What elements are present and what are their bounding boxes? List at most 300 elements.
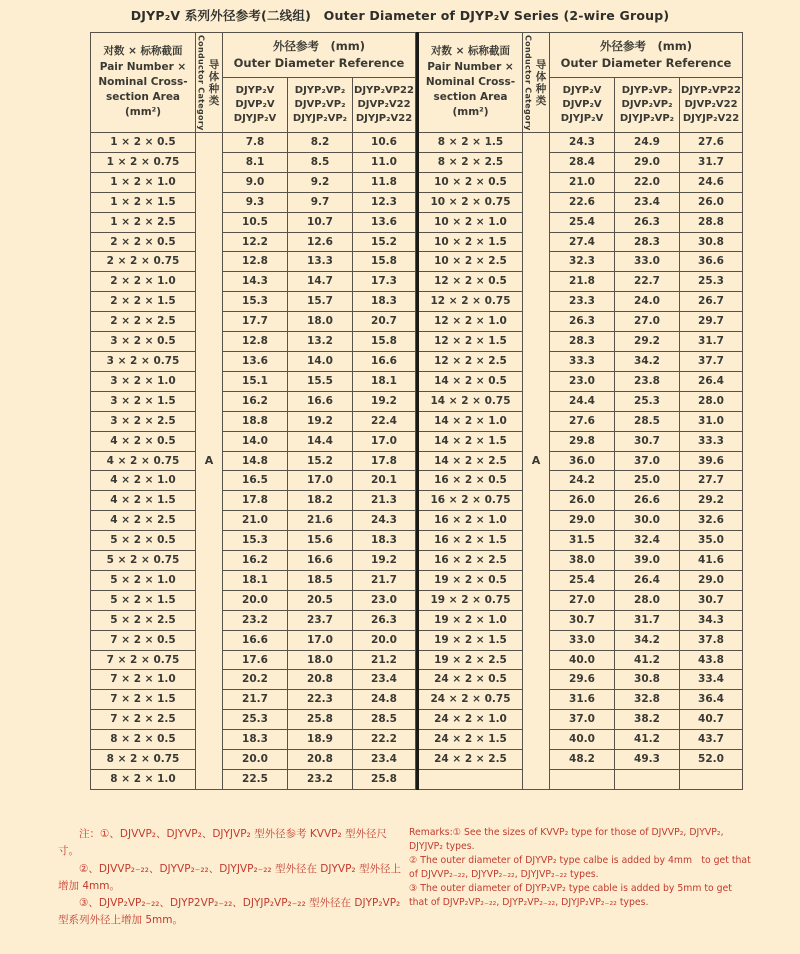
- table-row: [91, 471, 416, 491]
- diameter-value-cell: 17.0: [353, 431, 416, 451]
- pair-size-cell: 8 × 2 × 0.75: [91, 750, 196, 770]
- pair-size-cell: 8 × 2 × 1.5: [418, 133, 523, 153]
- table-row: [91, 152, 416, 172]
- diameter-value-cell: 23.8: [615, 371, 680, 391]
- text-line: section Area: [105, 91, 181, 104]
- pair-number-header: [91, 33, 196, 133]
- text-line: DJYP₂V: [235, 85, 275, 96]
- diameter-value-cell: 25.8: [353, 770, 416, 790]
- diameter-value-cell: 29.2: [680, 491, 743, 511]
- text-line: Pair Number ×: [99, 60, 187, 73]
- conductor-category-label-zh: 导体种类: [207, 58, 220, 107]
- pair-size-cell: 2 × 2 × 0.75: [91, 252, 196, 272]
- diameter-value-cell: 18.2: [288, 491, 353, 511]
- diameter-value-cell: 15.6: [288, 531, 353, 551]
- text-line: DJYP₂VP₂: [621, 85, 673, 96]
- table-row: [91, 710, 416, 730]
- table-row: [418, 570, 743, 590]
- conductor-category-value: A: [523, 133, 550, 790]
- pair-size-cell: 4 × 2 × 2.5: [91, 511, 196, 531]
- text-line: DJVP₂V22: [684, 99, 738, 110]
- text-line: DJVP₂VP₂: [621, 99, 673, 110]
- conductor-category-header-content: [197, 35, 221, 131]
- diameter-value-cell: 37.8: [680, 630, 743, 650]
- diameter-value-cell: 18.9: [288, 730, 353, 750]
- pair-size-cell: 14 × 2 × 1.0: [418, 411, 523, 431]
- pair-size-cell: 24 × 2 × 1.5: [418, 730, 523, 750]
- outer-diameter-table-right: [416, 32, 743, 790]
- pair-size-cell: 16 × 2 × 1.5: [418, 531, 523, 551]
- diameter-value-cell: 17.8: [223, 491, 288, 511]
- pair-size-cell: 14 × 2 × 0.75: [418, 391, 523, 411]
- pair-size-cell: 4 × 2 × 1.5: [91, 491, 196, 511]
- pair-size-cell: 12 × 2 × 0.75: [418, 292, 523, 312]
- type-column-header-1: [223, 78, 288, 133]
- diameter-value-cell: 26.0: [550, 491, 615, 511]
- pair-size-cell: 12 × 2 × 2.5: [418, 351, 523, 371]
- diameter-value-cell: 22.6: [550, 192, 615, 212]
- diameter-value-cell: 19.2: [288, 411, 353, 431]
- diameter-value-cell: 49.3: [615, 750, 680, 770]
- diameter-value-cell: 39.6: [680, 451, 743, 471]
- diameter-value-cell: 35.0: [680, 531, 743, 551]
- diameter-value-cell: 12.8: [223, 252, 288, 272]
- text-line: DJVP₂V: [562, 99, 602, 110]
- diameter-value-cell: 22.5: [223, 770, 288, 790]
- table-row: [91, 351, 416, 371]
- diameter-value-cell: 29.0: [550, 511, 615, 531]
- conductor-category-label-en: Conductor Category: [196, 34, 206, 131]
- table-row: [91, 232, 416, 252]
- diameter-value-cell: 10.5: [223, 212, 288, 232]
- diameter-value-cell: 18.5: [288, 570, 353, 590]
- diameter-value-cell: 17.8: [353, 451, 416, 471]
- table-row: [418, 192, 743, 212]
- diameter-value-cell: 9.3: [223, 192, 288, 212]
- table-row: [91, 192, 416, 212]
- table-row: [418, 411, 743, 431]
- table-row: [418, 391, 743, 411]
- diameter-value-cell: 20.7: [353, 312, 416, 332]
- diameter-value-cell: 22.7: [615, 272, 680, 292]
- pair-size-cell: 7 × 2 × 0.5: [91, 630, 196, 650]
- diameter-value-cell: 40.0: [550, 650, 615, 670]
- table-row: [91, 531, 416, 551]
- diameter-value-cell: 33.3: [680, 431, 743, 451]
- text-line: DJYJP₂V: [233, 113, 277, 124]
- table-row: [418, 371, 743, 391]
- diameter-value-cell: 43.7: [680, 730, 743, 750]
- diameter-value-cell: 9.0: [223, 172, 288, 192]
- pair-size-cell: 19 × 2 × 1.5: [418, 630, 523, 650]
- diameter-value-cell: 24.2: [550, 471, 615, 491]
- text-line: DJVP₂V22: [357, 99, 411, 110]
- diameter-value-cell: 8.5: [288, 152, 353, 172]
- text-line: DJVP₂VP₂: [294, 99, 346, 110]
- table-row: [418, 292, 743, 312]
- diameter-value-cell: 20.0: [223, 750, 288, 770]
- diameter-value-cell: 18.3: [353, 531, 416, 551]
- diameter-value-cell: 29.8: [550, 431, 615, 451]
- diameter-value-cell: 16.6: [288, 551, 353, 571]
- diameter-value-cell: 31.7: [680, 152, 743, 172]
- diameter-value-cell: 41.6: [680, 551, 743, 571]
- diameter-value-cell: 17.0: [288, 471, 353, 491]
- type-column-header-2: [615, 78, 680, 133]
- text-line: Outer Diameter Reference: [560, 56, 732, 70]
- pair-size-cell: 7 × 2 × 1.5: [91, 690, 196, 710]
- diameter-value-cell: 14.8: [223, 451, 288, 471]
- diameter-value-cell: 43.8: [680, 650, 743, 670]
- diameter-value-cell: 16.6: [223, 630, 288, 650]
- diameter-value-cell: 29.6: [550, 670, 615, 690]
- text-line: Nominal Cross-: [425, 75, 516, 88]
- diameter-value-cell: 27.6: [550, 411, 615, 431]
- table-row: [418, 451, 743, 471]
- diameter-value-cell: 17.0: [288, 630, 353, 650]
- table-row: [91, 391, 416, 411]
- diameter-value-cell: 18.3: [353, 292, 416, 312]
- pair-size-cell: 5 × 2 × 1.5: [91, 590, 196, 610]
- diameter-value-cell: 28.3: [615, 232, 680, 252]
- pair-size-cell: 4 × 2 × 0.5: [91, 431, 196, 451]
- pair-size-cell: 5 × 2 × 1.0: [91, 570, 196, 590]
- table-row: [418, 172, 743, 192]
- diameter-value-cell: 18.0: [288, 312, 353, 332]
- diameter-value-cell: 13.6: [223, 351, 288, 371]
- diameter-value-cell: 14.0: [223, 431, 288, 451]
- table-row: [91, 491, 416, 511]
- conductor-category-value: A: [196, 133, 223, 790]
- diameter-value-cell: 12.3: [353, 192, 416, 212]
- diameter-value-cell: 29.2: [615, 332, 680, 352]
- conductor-category-header: [523, 33, 550, 133]
- diameter-value-cell: 30.7: [615, 431, 680, 451]
- diameter-value-cell: 23.4: [353, 670, 416, 690]
- pair-size-cell: 2 × 2 × 1.5: [91, 292, 196, 312]
- conductor-category-label-en: Conductor Category: [523, 34, 533, 131]
- diameter-value-cell: 31.5: [550, 531, 615, 551]
- type-column-header-3: [680, 78, 743, 133]
- diameter-value-cell: 18.0: [288, 650, 353, 670]
- diameter-value-cell: 22.0: [615, 172, 680, 192]
- diameter-value-cell: 11.0: [353, 152, 416, 172]
- pair-size-cell: 1 × 2 × 1.0: [91, 172, 196, 192]
- text-line: DJYP₂V: [562, 85, 602, 96]
- footnotes: [58, 826, 800, 930]
- diameter-value-cell: 21.0: [550, 172, 615, 192]
- diameter-value-cell: 12.6: [288, 232, 353, 252]
- pair-size-cell: 1 × 2 × 1.5: [91, 192, 196, 212]
- diameter-value-cell: 33.0: [615, 252, 680, 272]
- diameter-value-cell: 32.3: [550, 252, 615, 272]
- text-line: DJYJP₂V22: [355, 113, 413, 124]
- pair-size-cell: 19 × 2 × 2.5: [418, 650, 523, 670]
- outer-diameter-reference-header: [550, 33, 743, 78]
- table-row: [91, 750, 416, 770]
- diameter-value-cell: 28.0: [680, 391, 743, 411]
- pair-size-cell: 16 × 2 × 2.5: [418, 551, 523, 571]
- pair-size-cell: 3 × 2 × 0.5: [91, 332, 196, 352]
- diameter-value-cell: 33.4: [680, 670, 743, 690]
- table-row: [418, 590, 743, 610]
- diameter-value-cell: 14.4: [288, 431, 353, 451]
- pair-size-cell: 1 × 2 × 2.5: [91, 212, 196, 232]
- diameter-value-cell: 21.2: [353, 650, 416, 670]
- diameter-value-cell: 18.8: [223, 411, 288, 431]
- diameter-value-cell: 23.3: [550, 292, 615, 312]
- diameter-value-cell: 20.0: [353, 630, 416, 650]
- diameter-value-cell: 34.2: [615, 351, 680, 371]
- pair-size-cell: 14 × 2 × 2.5: [418, 451, 523, 471]
- diameter-value-cell: 33.0: [550, 630, 615, 650]
- diameter-value-cell: 28.3: [550, 332, 615, 352]
- diameter-value-cell: 26.3: [550, 312, 615, 332]
- pair-size-cell: 16 × 2 × 1.0: [418, 511, 523, 531]
- pair-size-cell: 24 × 2 × 1.0: [418, 710, 523, 730]
- text-line: DJYJP₂V22: [682, 113, 740, 124]
- diameter-value-cell: 26.4: [680, 371, 743, 391]
- table-row: [91, 431, 416, 451]
- diameter-value-cell: 23.4: [615, 192, 680, 212]
- diameter-value-cell: 27.0: [550, 590, 615, 610]
- diameter-value-cell: 23.2: [223, 610, 288, 630]
- diameter-value-cell: 18.1: [353, 371, 416, 391]
- table-row: [418, 670, 743, 690]
- diameter-value-cell: 18.3: [223, 730, 288, 750]
- pair-size-cell: 5 × 2 × 0.75: [91, 551, 196, 571]
- pair-size-cell: 4 × 2 × 0.75: [91, 451, 196, 471]
- text-line: section Area: [433, 91, 508, 104]
- diameter-value-cell: 27.6: [680, 133, 743, 153]
- table-row: [418, 710, 743, 730]
- diameter-value-cell: 31.7: [680, 332, 743, 352]
- diameter-value-cell: 52.0: [680, 750, 743, 770]
- diameter-value-cell: 26.6: [615, 491, 680, 511]
- diameter-value-cell: 21.6: [288, 511, 353, 531]
- pair-size-cell: 7 × 2 × 2.5: [91, 710, 196, 730]
- diameter-value-cell: 17.3: [353, 272, 416, 292]
- diameter-value-cell: 26.0: [680, 192, 743, 212]
- table-row: [418, 730, 743, 750]
- table-row: [418, 491, 743, 511]
- diameter-value-cell: 16.2: [223, 391, 288, 411]
- diameter-value-cell: 20.8: [288, 670, 353, 690]
- diameter-value-cell: 24.0: [615, 292, 680, 312]
- table-row: [91, 670, 416, 690]
- type-column-header-1: [550, 78, 615, 133]
- diameter-value-cell: 15.2: [353, 232, 416, 252]
- conductor-category-header-content: [524, 35, 548, 131]
- header-row-group: [91, 33, 416, 78]
- pair-size-cell: 5 × 2 × 0.5: [91, 531, 196, 551]
- diameter-value-cell: 30.7: [680, 590, 743, 610]
- diameter-value-cell: 22.4: [353, 411, 416, 431]
- table-row: [418, 272, 743, 292]
- text-line: DJYJP₂V: [560, 113, 604, 124]
- pair-size-cell: 2 × 2 × 2.5: [91, 312, 196, 332]
- table-row: [91, 272, 416, 292]
- diameter-value-cell: 16.5: [223, 471, 288, 491]
- table-row: [418, 750, 743, 770]
- diameter-value-cell: 24.4: [550, 391, 615, 411]
- table-row: [91, 590, 416, 610]
- table-row: [91, 133, 416, 153]
- text-line: Pair Number ×: [427, 60, 514, 73]
- text-line: (mm²): [452, 106, 489, 119]
- table-row: [91, 292, 416, 312]
- text-line: 外径参考 (mm): [600, 38, 692, 53]
- diameter-value-cell: 26.4: [615, 570, 680, 590]
- conductor-category-label-zh: 导体种类: [534, 58, 547, 107]
- diameter-value-cell: 25.3: [680, 272, 743, 292]
- diameter-value-cell: 39.0: [615, 551, 680, 571]
- diameter-value-cell: 31.0: [680, 411, 743, 431]
- diameter-value-cell: 14.0: [288, 351, 353, 371]
- text-line: (mm²): [124, 106, 162, 119]
- diameter-value-cell: 15.7: [288, 292, 353, 312]
- table-row: [91, 630, 416, 650]
- diameter-value-cell: 9.2: [288, 172, 353, 192]
- diameter-value-cell: 34.2: [615, 630, 680, 650]
- diameter-value-cell: 31.6: [550, 690, 615, 710]
- table-row: [91, 690, 416, 710]
- diameter-value-cell: 20.1: [353, 471, 416, 491]
- diameter-value-cell: 22.2: [353, 730, 416, 750]
- note-paragraph: ③ The outer diameter of DJYP₂VP₂ type cable is added by 5mm to get that of DJVP₂VP₂₋₂₂, DJYP₂VP₂₋₂₂, DJYJP₂VP₂₋₂₂ types.: [409, 882, 732, 908]
- table-row: [418, 212, 743, 232]
- diameter-value-cell: 15.8: [353, 252, 416, 272]
- diameter-value-cell: 17.6: [223, 650, 288, 670]
- table-row: [91, 570, 416, 590]
- diameter-value-cell: 36.6: [680, 252, 743, 272]
- table-row: [418, 152, 743, 172]
- diameter-value-cell: 28.5: [353, 710, 416, 730]
- text-line: Outer Diameter Reference: [233, 56, 405, 70]
- diameter-value-cell: 21.3: [353, 491, 416, 511]
- diameter-value-cell: 7.8: [223, 133, 288, 153]
- diameter-value-cell: 40.0: [550, 730, 615, 750]
- table-row: [418, 630, 743, 650]
- diameter-value-cell: 10.7: [288, 212, 353, 232]
- diameter-value-cell: 26.7: [680, 292, 743, 312]
- diameter-value-cell: 23.0: [353, 590, 416, 610]
- diameter-value-cell: 21.7: [223, 690, 288, 710]
- pair-size-cell: 10 × 2 × 1.5: [418, 232, 523, 252]
- table-row: [418, 531, 743, 551]
- diameter-value-cell: 20.0: [223, 590, 288, 610]
- table-row: [91, 451, 416, 471]
- pair-size-cell: 10 × 2 × 1.0: [418, 212, 523, 232]
- diameter-value-cell: [615, 770, 680, 790]
- diameter-value-cell: 13.3: [288, 252, 353, 272]
- diameter-value-cell: 32.8: [615, 690, 680, 710]
- diameter-value-cell: 12.2: [223, 232, 288, 252]
- diameter-value-cell: [550, 770, 615, 790]
- diameter-value-cell: 23.4: [353, 750, 416, 770]
- pair-size-cell: 2 × 2 × 1.0: [91, 272, 196, 292]
- diameter-value-cell: 28.4: [550, 152, 615, 172]
- text-line: DJVP₂V: [235, 99, 275, 110]
- diameter-value-cell: 32.4: [615, 531, 680, 551]
- note-paragraph: ② The outer diameter of DJYVP₂ type calbe is added by 4mm to get that of DJVVP₂₋₂₂, DJYVP₂₋₂₂, DJYJVP₂₋₂₂ types.: [409, 854, 751, 880]
- diameter-value-cell: 14.3: [223, 272, 288, 292]
- diameter-value-cell: 16.2: [223, 551, 288, 571]
- pair-size-cell: 19 × 2 × 1.0: [418, 610, 523, 630]
- diameter-value-cell: 36.0: [550, 451, 615, 471]
- diameter-value-cell: 23.7: [288, 610, 353, 630]
- diameter-value-cell: 15.8: [353, 332, 416, 352]
- diameter-value-cell: 15.3: [223, 531, 288, 551]
- pair-size-cell: 8 × 2 × 2.5: [418, 152, 523, 172]
- table-body-right: [418, 133, 743, 790]
- pair-size-cell: 3 × 2 × 0.75: [91, 351, 196, 371]
- diameter-value-cell: 18.1: [223, 570, 288, 590]
- pair-number-header: [418, 33, 523, 133]
- pair-size-cell: 2 × 2 × 0.5: [91, 232, 196, 252]
- diameter-value-cell: 32.6: [680, 511, 743, 531]
- diameter-value-cell: 41.2: [615, 730, 680, 750]
- diameter-value-cell: 8.1: [223, 152, 288, 172]
- diameter-value-cell: 14.7: [288, 272, 353, 292]
- table-row: [418, 133, 743, 153]
- diameter-value-cell: 33.3: [550, 351, 615, 371]
- diameter-value-cell: 25.0: [615, 471, 680, 491]
- table-row: [418, 312, 743, 332]
- type-column-header-2: [288, 78, 353, 133]
- pair-size-cell: 3 × 2 × 2.5: [91, 411, 196, 431]
- diameter-value-cell: 19.2: [353, 551, 416, 571]
- pair-size-cell: 24 × 2 × 0.75: [418, 690, 523, 710]
- diameter-value-cell: 41.2: [615, 650, 680, 670]
- diameter-value-cell: 12.8: [223, 332, 288, 352]
- table-row: [91, 172, 416, 192]
- diameter-value-cell: 25.3: [615, 391, 680, 411]
- diameter-value-cell: 17.7: [223, 312, 288, 332]
- text-line: DJYP₂VP₂: [294, 85, 346, 96]
- table-row: [91, 371, 416, 391]
- diameter-value-cell: 10.6: [353, 133, 416, 153]
- diameter-value-cell: 23.2: [288, 770, 353, 790]
- type-column-header-3: [353, 78, 416, 133]
- page-title: DJYP₂V 系列外径参考(二线组) Outer Diameter of DJYP₂V Series (2-wire Group): [130, 8, 670, 23]
- diameter-value-cell: 25.3: [223, 710, 288, 730]
- footnotes-english: [409, 826, 751, 930]
- pair-size-cell: 16 × 2 × 0.5: [418, 471, 523, 491]
- pair-size-cell: 3 × 2 × 1.5: [91, 391, 196, 411]
- diameter-value-cell: 25.8: [288, 710, 353, 730]
- table-row: [91, 212, 416, 232]
- diameter-value-cell: 19.2: [353, 391, 416, 411]
- table-row: [418, 351, 743, 371]
- diameter-value-cell: 30.8: [615, 670, 680, 690]
- diameter-value-cell: 40.7: [680, 710, 743, 730]
- diameter-value-cell: 34.3: [680, 610, 743, 630]
- diameter-value-cell: 37.0: [550, 710, 615, 730]
- table-row: [91, 770, 416, 790]
- diameter-value-cell: 16.6: [288, 391, 353, 411]
- table-row: [91, 730, 416, 750]
- text-line: 外径参考 (mm): [273, 38, 365, 53]
- diameter-value-cell: 20.5: [288, 590, 353, 610]
- note-paragraph: Remarks:① See the sizes of KVVP₂ type for those of DJVVP₂, DJYVP₂, DJYJVP₂ types.: [409, 826, 724, 852]
- table-row: [91, 312, 416, 332]
- pair-size-cell: 19 × 2 × 0.5: [418, 570, 523, 590]
- pair-size-cell: 24 × 2 × 0.5: [418, 670, 523, 690]
- footnotes-chinese: [58, 826, 405, 930]
- note-paragraph: ②、DJVVP₂₋₂₂、DJYVP₂₋₂₂、DJYJVP₂₋₂₂ 型外径在 DJYVP₂ 型外径上增加 4mm。: [58, 862, 401, 892]
- diameter-value-cell: 28.0: [615, 590, 680, 610]
